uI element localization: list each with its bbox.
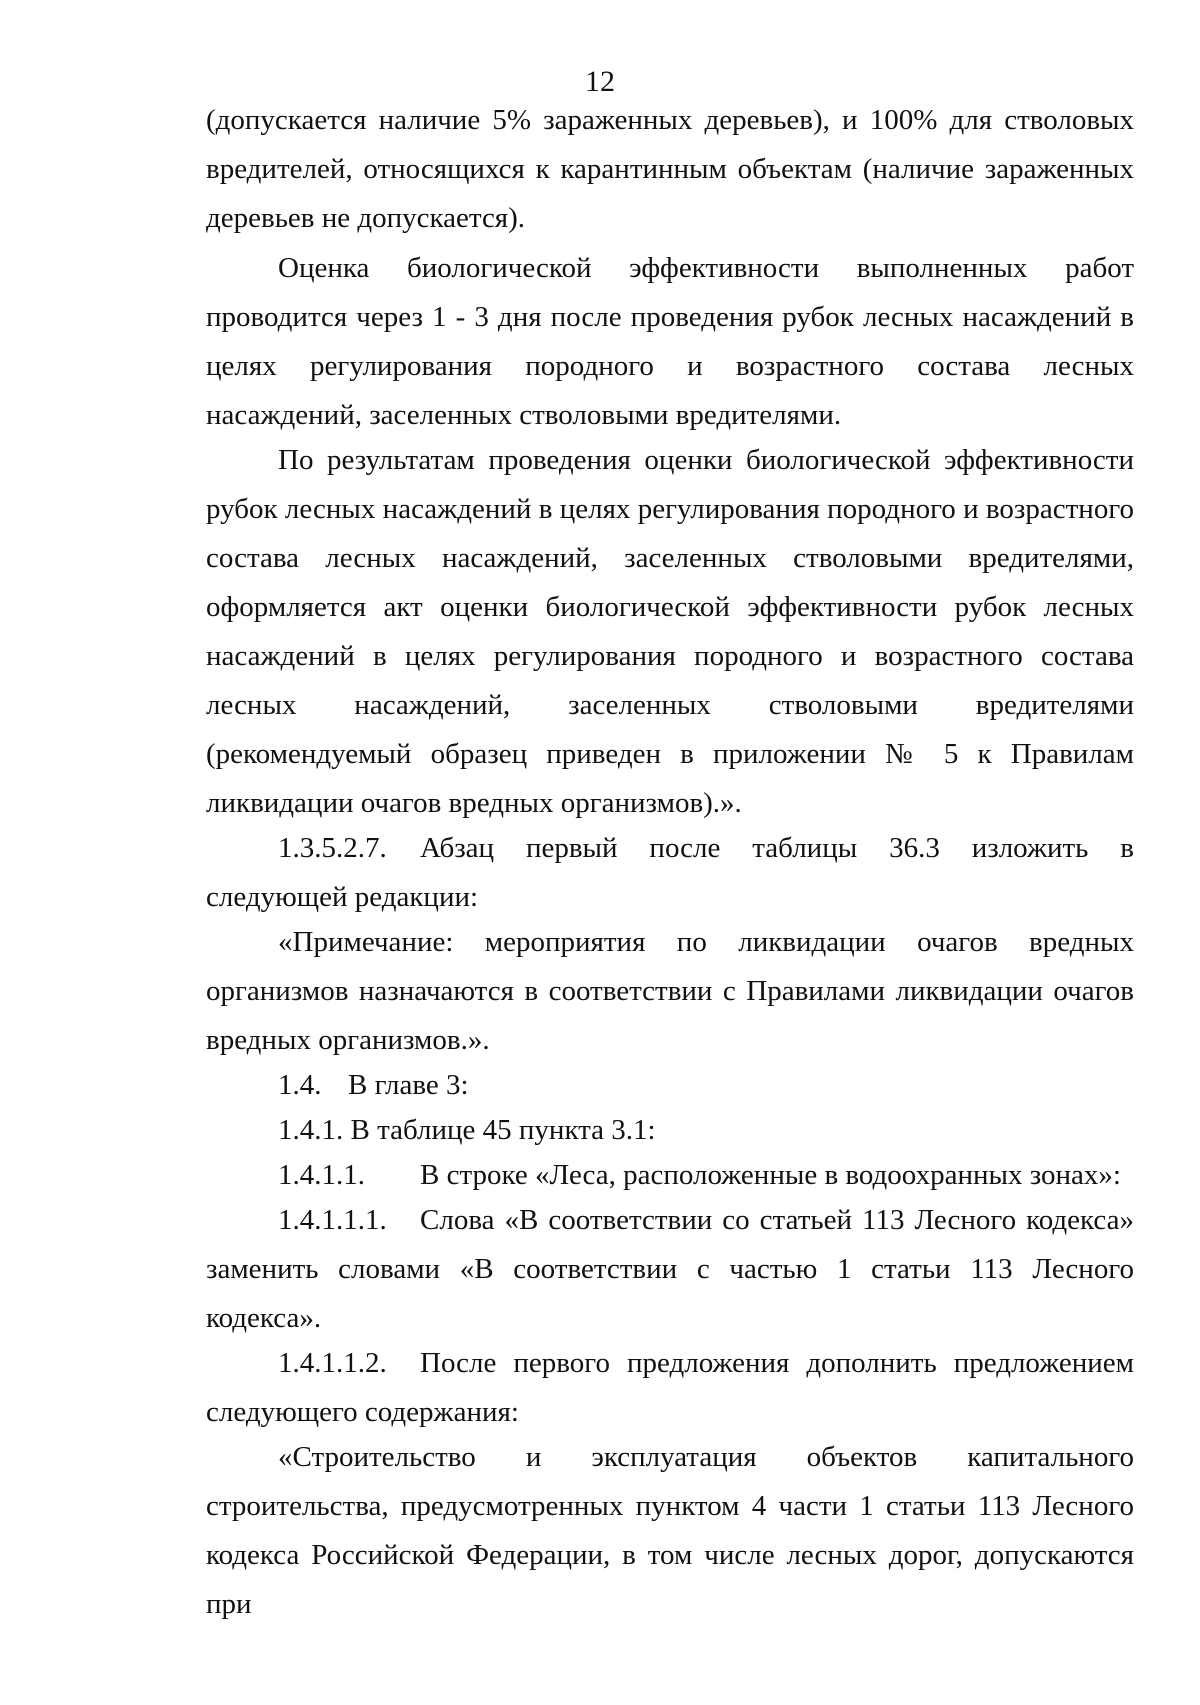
item-number: 1.4.1.1. bbox=[278, 1159, 365, 1191]
list-item-1-4-1-1-2 bbox=[206, 1339, 1134, 1437]
item-text: В главе 3: bbox=[348, 1069, 469, 1101]
list-item-1-4-1 bbox=[206, 1106, 1134, 1155]
paragraph-continuation: (допускается наличие 5% зараженных деревьев), и 100% для стволовых вредителей, относящихся к карантинным объектам (наличие зараженных деревьев не допускается). bbox=[206, 104, 1134, 234]
item-text: В строке «Леса, расположенные в водоохранных зонах»: bbox=[420, 1159, 1121, 1191]
list-item-1-4 bbox=[206, 1061, 1134, 1110]
item-number: 1.4.1.1.2. bbox=[278, 1347, 387, 1379]
item-text: В таблице 45 пункта 3.1: bbox=[350, 1114, 656, 1146]
list-item-1-3-5-2-7 bbox=[206, 824, 1134, 922]
paragraph-results: По результатам проведения оценки биологической эффективности рубок лесных насаждений в целях регулирования породного и возрастного состава лесных насаждений, заселенных стволовыми вредителями, оформляется акт оценки биологической эффективности рубок лесных насаждений в целях регулирования породного и возрастного состава лесных насаждений, заселенных стволовыми вредителями (рекомендуемый образец приведен в приложении № 5 к Правилам ликвидации очагов вредных организмов).». bbox=[206, 444, 1134, 819]
quoted-addition: «Строительство и эксплуатация объектов капитального строительства, предусмотренных пунктом 4 части 1 статьи 113 Лесного кодекса Российской Федерации, в том числе лесных дорог, допускаются при bbox=[206, 1441, 1134, 1620]
quoted-note: «Примечание: мероприятия по ликвидации очагов вредных организмов назначаются в соответствии с Правилами ликвидации очагов вредных организмов.». bbox=[206, 926, 1134, 1056]
item-number: 1.3.5.2.7. bbox=[278, 832, 387, 864]
paragraph-assessment: Оценка биологической эффективности выполненных работ проводится через 1 - 3 дня после проведения рубок лесных насаждений в целях регулирования породного и возрастного состава лесных насаждений, заселенных стволовыми вредителями. bbox=[206, 252, 1134, 431]
document-body bbox=[206, 96, 1134, 1629]
item-number: 1.4. bbox=[278, 1069, 322, 1101]
item-number: 1.4.1.1.1. bbox=[278, 1204, 387, 1236]
item-text: После первого предложения дополнить предложением следующего содержания: bbox=[206, 1347, 1134, 1428]
list-item-1-4-1-1-1 bbox=[206, 1196, 1134, 1343]
item-text: Абзац первый после таблицы 36.3 изложить в следующей редакции: bbox=[206, 832, 1134, 913]
page-number: 12 bbox=[585, 65, 615, 98]
item-number: 1.4.1. bbox=[278, 1114, 344, 1146]
item-text: Слова «В соответствии со статьей 113 Лесного кодекса» заменить словами «В соответствии с частью 1 статьи 113 Лесного кодекса». bbox=[206, 1204, 1134, 1334]
list-item-1-4-1-1 bbox=[206, 1151, 1134, 1200]
